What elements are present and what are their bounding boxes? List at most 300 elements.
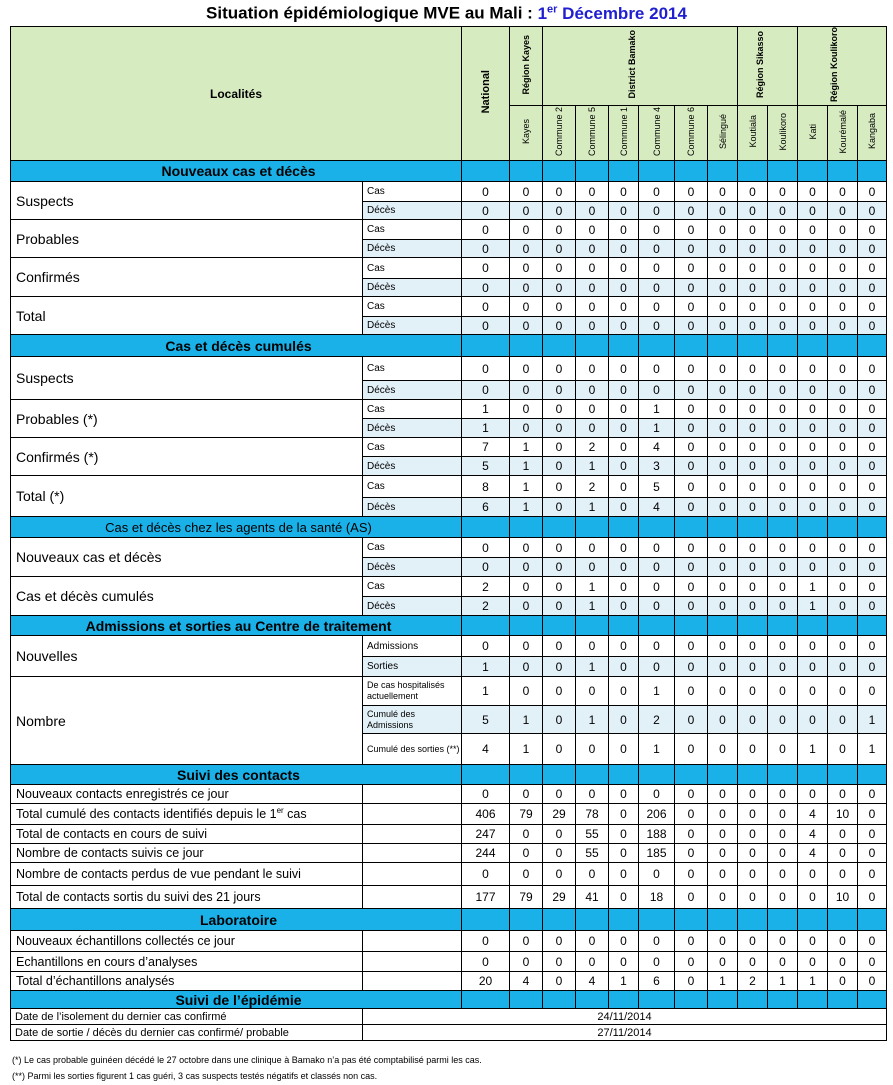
value-cell: 0	[708, 419, 738, 438]
value-cell: 0	[510, 636, 543, 657]
value-cell: 0	[510, 931, 543, 952]
value-cell: 0	[858, 457, 887, 476]
section-admissions	[11, 616, 887, 636]
value-cell: 0	[576, 931, 609, 952]
value-cell: 0	[675, 381, 708, 400]
value-cell: 0	[576, 297, 609, 317]
section-fill	[858, 765, 887, 785]
value-cell: 6	[462, 498, 510, 517]
value-cell: 0	[798, 558, 828, 577]
value-cell: 0	[768, 457, 798, 476]
value-cell: 0	[675, 476, 708, 498]
value-cell: 0	[768, 844, 798, 863]
value-cell: 0	[675, 419, 708, 438]
value-cell: 2	[462, 597, 510, 616]
value-cell: 0	[768, 677, 798, 706]
section-fill	[462, 909, 510, 931]
value-cell: 1	[576, 657, 609, 677]
new-total-label: Total	[11, 297, 363, 335]
suivi-row-2	[11, 1025, 887, 1041]
value-cell: 1	[576, 706, 609, 734]
new-suspects-label: Suspects	[11, 182, 363, 220]
value-cell: 0	[768, 863, 798, 886]
header-localites: Localités	[11, 27, 462, 161]
value-cell: 0	[675, 785, 708, 804]
value-cell: 0	[639, 381, 675, 400]
section-fill	[708, 765, 738, 785]
value-cell: 0	[738, 577, 768, 597]
row-sublabel: Cas	[363, 357, 462, 381]
contact-row-4-label: Nombre de contacts suivis ce jour	[11, 844, 363, 863]
value-cell: 0	[768, 734, 798, 765]
value-cell: 0	[768, 400, 798, 419]
section-fill	[639, 909, 675, 931]
value-cell: 1	[858, 734, 887, 765]
value-cell: 0	[768, 279, 798, 297]
value-cell: 0	[858, 931, 887, 952]
value-cell: 55	[576, 825, 609, 844]
value-cell: 0	[768, 317, 798, 335]
value-cell: 0	[576, 636, 609, 657]
value-cell: 0	[609, 863, 639, 886]
value-cell: 0	[576, 381, 609, 400]
value-cell: 29	[543, 804, 576, 825]
contact-row-3-label: Total de contacts en cours de suivi	[11, 825, 363, 844]
value-cell: 1	[462, 677, 510, 706]
section-fill	[510, 517, 543, 538]
row-sublabel: Décès	[363, 279, 462, 297]
value-cell: 0	[708, 844, 738, 863]
value-cell: 0	[738, 400, 768, 419]
value-cell: 0	[828, 657, 858, 677]
section-title: Suivi de l’épidémie	[11, 991, 462, 1009]
value-cell: 0	[675, 825, 708, 844]
value-cell: 0	[675, 279, 708, 297]
value-cell: 0	[738, 381, 768, 400]
section-fill	[462, 161, 510, 182]
new-suspects-row	[11, 182, 887, 202]
value-cell: 1	[609, 972, 639, 991]
value-cell: 0	[609, 476, 639, 498]
value-cell: 0	[675, 577, 708, 597]
value-cell: 8	[462, 476, 510, 498]
value-cell: 0	[738, 419, 768, 438]
value-cell: 0	[543, 558, 576, 577]
value-cell: 0	[576, 734, 609, 765]
value-cell: 0	[738, 706, 768, 734]
value-cell: 0	[738, 202, 768, 220]
value-cell: 0	[462, 240, 510, 258]
value-cell: 4	[798, 844, 828, 863]
section-fill	[609, 991, 639, 1009]
header-col-6: Sélingué	[708, 106, 738, 161]
row-sublabel: De cas hospitalisés actuellement	[363, 677, 462, 706]
value-cell: 0	[609, 538, 639, 558]
section-fill	[738, 517, 768, 538]
section-fill	[576, 991, 609, 1009]
value-cell: 1	[639, 734, 675, 765]
row-sublabel: Décès	[363, 240, 462, 258]
value-cell: 0	[675, 182, 708, 202]
row-sublabel: Admissions	[363, 636, 462, 657]
value-cell: 0	[462, 952, 510, 972]
value-cell: 0	[738, 317, 768, 335]
section-fill	[639, 335, 675, 357]
contact-row-2	[11, 804, 887, 825]
contact-row-4	[11, 844, 887, 863]
value-cell: 0	[798, 400, 828, 419]
value-cell: 0	[768, 498, 798, 517]
value-cell: 0	[828, 258, 858, 279]
value-cell: 0	[576, 400, 609, 419]
value-cell: 0	[768, 636, 798, 657]
header-district-bamako: District Bamako	[543, 27, 738, 106]
row-sublabel: Cas	[363, 400, 462, 419]
value-cell: 0	[675, 863, 708, 886]
header-region-sikasso: Région Sikasso	[738, 27, 798, 106]
value-cell: 0	[708, 657, 738, 677]
section-fill	[543, 616, 576, 636]
value-cell: 0	[828, 400, 858, 419]
row-sublabel: Décès	[363, 202, 462, 220]
value-cell: 0	[543, 438, 576, 457]
value-cell: 0	[708, 577, 738, 597]
value-cell: 0	[675, 400, 708, 419]
value-cell: 0	[798, 419, 828, 438]
value-cell: 0	[768, 240, 798, 258]
value-cell: 0	[798, 438, 828, 457]
value-cell: 0	[576, 317, 609, 335]
value-cell: 0	[675, 558, 708, 577]
value-cell: 0	[708, 785, 738, 804]
value-cell: 0	[708, 825, 738, 844]
value-cell: 0	[828, 597, 858, 616]
value-cell: 0	[675, 657, 708, 677]
value-cell: 2	[738, 972, 768, 991]
value-cell: 0	[510, 357, 543, 381]
value-cell: 0	[858, 825, 887, 844]
section-fill	[708, 991, 738, 1009]
value-cell: 0	[462, 785, 510, 804]
value-cell: 0	[543, 706, 576, 734]
value-cell: 1	[576, 597, 609, 616]
value-cell: 0	[462, 636, 510, 657]
value-cell: 244	[462, 844, 510, 863]
value-cell: 0	[798, 863, 828, 886]
value-cell: 0	[639, 558, 675, 577]
section-fill	[639, 991, 675, 1009]
value-cell: 0	[543, 636, 576, 657]
value-cell: 0	[828, 317, 858, 335]
value-cell: 0	[798, 657, 828, 677]
value-cell: 6	[639, 972, 675, 991]
cum-total-row	[11, 476, 887, 498]
value-cell: 0	[510, 240, 543, 258]
value-cell: 0	[609, 317, 639, 335]
section-fill	[609, 909, 639, 931]
value-cell: 0	[609, 804, 639, 825]
value-cell: 0	[798, 931, 828, 952]
value-cell: 0	[798, 279, 828, 297]
value-cell: 0	[738, 182, 768, 202]
value-cell: 0	[675, 317, 708, 335]
row-sublabel: Décès	[363, 457, 462, 476]
value-cell: 0	[609, 677, 639, 706]
value-cell: 0	[828, 538, 858, 558]
section-fill	[858, 909, 887, 931]
section-fill	[510, 909, 543, 931]
value-cell: 0	[675, 952, 708, 972]
labo-row-2-label: Echantillons en cours d’analyses	[11, 952, 363, 972]
value-cell: 0	[675, 597, 708, 616]
value-cell: 0	[858, 597, 887, 616]
value-cell: 0	[639, 785, 675, 804]
empty-cell	[363, 804, 462, 825]
labo-row-1	[11, 931, 887, 952]
value-cell: 0	[828, 182, 858, 202]
section-fill	[858, 616, 887, 636]
value-cell: 0	[609, 457, 639, 476]
value-cell: 1	[462, 657, 510, 677]
value-cell: 0	[639, 657, 675, 677]
section-title: Admissions et sorties au Centre de traitement	[11, 616, 462, 636]
value-cell: 0	[639, 538, 675, 558]
value-cell: 5	[462, 706, 510, 734]
value-cell: 55	[576, 844, 609, 863]
header-col-1: Commune 2	[543, 106, 576, 161]
as-cum-row	[11, 577, 887, 597]
adm-nombre-label: Nombre	[11, 677, 363, 765]
value-cell: 0	[576, 240, 609, 258]
value-cell: 0	[639, 182, 675, 202]
section-fill	[858, 335, 887, 357]
value-cell: 0	[828, 357, 858, 381]
value-cell: 0	[768, 419, 798, 438]
value-cell: 0	[708, 863, 738, 886]
contact-row-2-label: Total cumulé des contacts identifiés depuis le 1er cas	[11, 804, 363, 825]
header-region-kayes: Région Kayes	[510, 27, 543, 106]
value-cell: 1	[576, 457, 609, 476]
value-cell: 0	[675, 297, 708, 317]
section-fill	[639, 161, 675, 182]
value-cell: 0	[609, 636, 639, 657]
value-cell: 0	[609, 381, 639, 400]
value-cell: 0	[639, 317, 675, 335]
value-cell: 0	[798, 258, 828, 279]
value-cell: 0	[708, 886, 738, 909]
value-cell: 0	[576, 952, 609, 972]
value-cell: 0	[768, 931, 798, 952]
value-cell: 0	[828, 381, 858, 400]
value-cell: 0	[768, 297, 798, 317]
value-cell: 0	[708, 706, 738, 734]
suivi-label: Date de sortie / décès du dernier cas confirmé/ probable	[11, 1025, 363, 1041]
value-cell: 0	[543, 258, 576, 279]
row-sublabel: Décès	[363, 317, 462, 335]
section-fill	[708, 335, 738, 357]
value-cell: 0	[768, 357, 798, 381]
value-cell: 0	[675, 220, 708, 240]
labo-row-3	[11, 972, 887, 991]
value-cell: 0	[798, 457, 828, 476]
value-cell: 1	[510, 498, 543, 517]
value-cell: 1	[510, 706, 543, 734]
header-national: National	[462, 27, 510, 161]
suivi-date: 24/11/2014	[363, 1009, 887, 1025]
section-fill	[675, 909, 708, 931]
value-cell: 0	[543, 498, 576, 517]
value-cell: 0	[738, 279, 768, 297]
value-cell: 0	[543, 220, 576, 240]
value-cell: 0	[798, 538, 828, 558]
row-sublabel: Décès	[363, 558, 462, 577]
section-fill	[510, 335, 543, 357]
section-fill	[738, 991, 768, 1009]
value-cell: 0	[708, 317, 738, 335]
value-cell: 0	[768, 220, 798, 240]
value-cell: 0	[609, 597, 639, 616]
section-title: Cas et décès chez les agents de la santé (AS)	[11, 517, 462, 538]
value-cell: 1	[510, 457, 543, 476]
value-cell: 0	[798, 357, 828, 381]
row-sublabel: Cumulé des sorties (**)	[363, 734, 462, 765]
value-cell: 0	[708, 952, 738, 972]
value-cell: 0	[609, 419, 639, 438]
value-cell: 0	[708, 279, 738, 297]
row-sublabel: Décès	[363, 597, 462, 616]
value-cell: 0	[708, 381, 738, 400]
value-cell: 0	[828, 202, 858, 220]
value-cell: 0	[798, 498, 828, 517]
value-cell: 0	[543, 931, 576, 952]
value-cell: 0	[798, 476, 828, 498]
value-cell: 0	[768, 804, 798, 825]
value-cell: 0	[543, 381, 576, 400]
value-cell: 0	[828, 706, 858, 734]
value-cell: 0	[828, 297, 858, 317]
value-cell: 0	[738, 804, 768, 825]
value-cell: 0	[708, 558, 738, 577]
value-cell: 1	[510, 476, 543, 498]
section-fill	[828, 161, 858, 182]
adm-nouvelles-label: Nouvelles	[11, 636, 363, 677]
contact-row-5-label: Nombre de contacts perdus de vue pendant le suivi	[11, 863, 363, 886]
value-cell: 0	[768, 785, 798, 804]
value-cell: 0	[639, 931, 675, 952]
value-cell: 0	[609, 258, 639, 279]
section-fill	[576, 765, 609, 785]
section-title: Cas et décès cumulés	[11, 335, 462, 357]
value-cell: 0	[543, 357, 576, 381]
section-fill	[768, 616, 798, 636]
value-cell: 0	[828, 577, 858, 597]
value-cell: 0	[543, 863, 576, 886]
value-cell: 0	[798, 636, 828, 657]
value-cell: 1	[798, 577, 828, 597]
value-cell: 0	[708, 297, 738, 317]
section-fill	[858, 161, 887, 182]
header-col-9: Kati	[798, 106, 828, 161]
value-cell: 0	[510, 677, 543, 706]
row-sublabel: Cas	[363, 182, 462, 202]
value-cell: 0	[543, 972, 576, 991]
value-cell: 0	[738, 785, 768, 804]
value-cell: 0	[510, 297, 543, 317]
section-fill	[738, 616, 768, 636]
value-cell: 0	[639, 636, 675, 657]
value-cell: 29	[543, 886, 576, 909]
value-cell: 0	[675, 202, 708, 220]
value-cell: 0	[858, 240, 887, 258]
page-title	[0, 3, 893, 24]
value-cell: 0	[708, 538, 738, 558]
value-cell: 18	[639, 886, 675, 909]
cum-confirmes-label: Confirmés (*)	[11, 438, 363, 476]
section-contacts	[11, 765, 887, 785]
value-cell: 0	[798, 952, 828, 972]
value-cell: 0	[828, 636, 858, 657]
value-cell: 0	[675, 734, 708, 765]
value-cell: 0	[828, 825, 858, 844]
section-fill	[675, 517, 708, 538]
value-cell: 0	[675, 677, 708, 706]
value-cell: 0	[828, 734, 858, 765]
value-cell: 0	[675, 538, 708, 558]
value-cell: 0	[609, 844, 639, 863]
value-cell: 0	[798, 182, 828, 202]
value-cell: 0	[858, 202, 887, 220]
section-fill	[798, 517, 828, 538]
row-sublabel: Cas	[363, 258, 462, 279]
value-cell: 0	[543, 400, 576, 419]
value-cell: 0	[576, 279, 609, 297]
labo-row-1-label: Nouveaux échantillons collectés ce jour	[11, 931, 363, 952]
value-cell: 0	[639, 297, 675, 317]
value-cell: 0	[543, 844, 576, 863]
value-cell: 0	[609, 825, 639, 844]
value-cell: 0	[828, 419, 858, 438]
section-fill	[609, 616, 639, 636]
section-fill	[828, 517, 858, 538]
contact-row-5	[11, 863, 887, 886]
value-cell: 0	[543, 597, 576, 616]
value-cell: 0	[576, 202, 609, 220]
value-cell: 406	[462, 804, 510, 825]
value-cell: 0	[738, 657, 768, 677]
section-fill	[798, 909, 828, 931]
value-cell: 177	[462, 886, 510, 909]
section-fill	[639, 616, 675, 636]
value-cell: 0	[858, 785, 887, 804]
value-cell: 0	[675, 886, 708, 909]
section-fill	[462, 991, 510, 1009]
value-cell: 1	[462, 400, 510, 419]
value-cell: 0	[609, 785, 639, 804]
value-cell: 0	[675, 931, 708, 952]
value-cell: 0	[858, 972, 887, 991]
section-fill	[708, 161, 738, 182]
value-cell: 1	[639, 419, 675, 438]
value-cell: 0	[675, 636, 708, 657]
value-cell: 1	[768, 972, 798, 991]
value-cell: 0	[510, 863, 543, 886]
value-cell: 0	[576, 182, 609, 202]
section-fill	[828, 616, 858, 636]
section-fill	[768, 161, 798, 182]
value-cell: 1	[576, 577, 609, 597]
value-cell: 0	[708, 931, 738, 952]
row-sublabel: Cas	[363, 577, 462, 597]
